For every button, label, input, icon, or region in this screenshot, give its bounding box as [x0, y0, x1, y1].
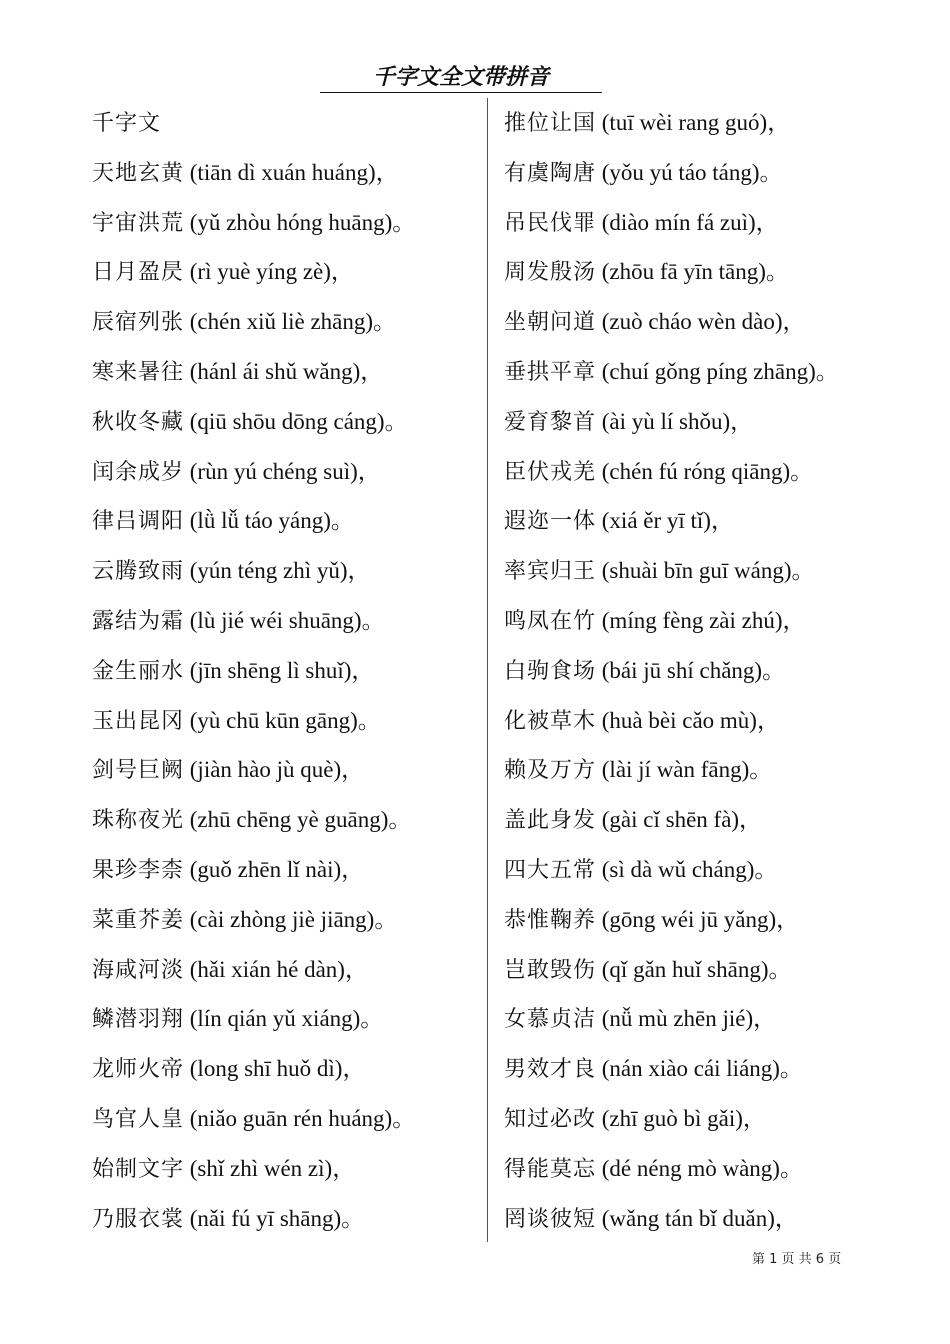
verse-pinyin: (hánl ái shǔ wǎng)， — [184, 358, 384, 384]
verse-pinyin: (chuí gǒng píng zhāng)。 — [596, 358, 839, 384]
verse-pinyin: (yún téng zhì yǔ)， — [184, 558, 371, 584]
verse-line — [92, 795, 482, 845]
verse-pinyin: (gài cǐ shēn fà)， — [596, 807, 763, 833]
verse-hanzi: 鸟官人皇 — [92, 1106, 185, 1132]
verse-line — [504, 795, 924, 845]
verse-pinyin: (diào mín fá zuì)， — [596, 209, 779, 235]
verse-pinyin: (zuò cháo wèn dào)， — [596, 309, 806, 335]
verse-hanzi: 有虞陶唐 — [504, 160, 597, 186]
verse-hanzi: 鸣凤在竹 — [504, 608, 597, 634]
verse-line — [504, 546, 924, 596]
verse-hanzi: 四大五常 — [504, 857, 597, 883]
verse-hanzi: 日月盈昃 — [92, 260, 185, 286]
verse-hanzi: 辰宿列张 — [92, 310, 185, 336]
verse-line — [504, 1194, 924, 1244]
verse-hanzi: 珠称夜光 — [92, 808, 185, 834]
verse-pinyin: (jiàn hào jù què)， — [184, 757, 365, 783]
verse-hanzi: 金生丽水 — [92, 658, 185, 684]
verse-pinyin: (chén fú róng qiāng)。 — [596, 458, 814, 484]
left-column — [92, 98, 482, 1243]
verse-hanzi: 宇宙洪荒 — [92, 210, 185, 236]
verse-pinyin: (lǜ lǚ táo yáng)。 — [184, 508, 354, 534]
verse-pinyin: (míng fèng zài zhú)， — [596, 607, 806, 633]
verse-hanzi: 得能莫忘 — [504, 1156, 597, 1182]
verse-hanzi: 盖此身发 — [504, 808, 597, 834]
verse-hanzi: 女慕贞洁 — [504, 1007, 597, 1033]
verse-pinyin: (rì yuè yíng zè)， — [184, 259, 354, 285]
verse-pinyin: (bái jū shí chǎng)。 — [596, 657, 786, 683]
verse-hanzi: 闰余成岁 — [92, 459, 185, 485]
verse-pinyin: (zhū chēng yè guāng)。 — [184, 807, 412, 833]
verse-pinyin: (niǎo guān rén huáng)。 — [184, 1105, 416, 1131]
verse-hanzi: 白驹食场 — [504, 658, 597, 684]
verse-hanzi: 玉出昆冈 — [92, 708, 185, 734]
verse-line — [92, 247, 482, 297]
verse-hanzi: 罔谈彼短 — [504, 1206, 597, 1232]
column-divider — [487, 98, 488, 1242]
verse-hanzi: 遐迩一体 — [504, 509, 597, 535]
verse-hanzi: 男效才良 — [504, 1057, 597, 1083]
verse-line — [504, 1144, 924, 1194]
verse-line — [504, 347, 924, 397]
verse-line — [92, 496, 482, 546]
verse-pinyin: (chén xiǔ liè zhāng)。 — [184, 309, 397, 335]
verse-pinyin: (rùn yú chéng suì)， — [184, 458, 381, 484]
page-title: 千字文全文带拼音 — [320, 64, 602, 93]
verse-line — [504, 945, 924, 995]
verse-hanzi: 知过必改 — [504, 1106, 597, 1132]
page-number: 第 1 页 共 6 页 — [752, 1252, 842, 1267]
verse-hanzi: 天地玄黄 — [92, 160, 185, 186]
verse-pinyin: (yǔ zhòu hóng huāng)。 — [184, 209, 416, 235]
verse-pinyin: (ài yù lí shǒu)， — [596, 408, 754, 434]
verse-line — [504, 297, 924, 347]
verse-hanzi: 律吕调阳 — [92, 509, 185, 535]
verse-line — [92, 447, 482, 497]
verse-hanzi: 岂敢毁伤 — [504, 957, 597, 983]
verse-pinyin: (yù chū kūn gāng)。 — [184, 707, 381, 733]
verse-hanzi: 果珍李柰 — [92, 857, 185, 883]
verse-line — [92, 745, 482, 795]
verse-pinyin: (hǎi xián hé dàn)， — [184, 956, 368, 982]
verse-pinyin: (sì dà wǔ cháng)。 — [596, 856, 778, 882]
verse-pinyin: (nǚ mù zhēn jié)， — [596, 1006, 777, 1032]
verse-hanzi: 露结为霜 — [92, 608, 185, 634]
verse-hanzi: 推位让国 — [504, 111, 597, 136]
verse-pinyin: (nǎi fú yī shāng)。 — [184, 1205, 365, 1231]
verse-hanzi: 海咸河淡 — [92, 957, 185, 983]
verse-pinyin: (long shī huǒ dì)， — [184, 1056, 366, 1082]
verse-line — [92, 895, 482, 945]
verse-hanzi: 乃服衣裳 — [92, 1206, 185, 1232]
verse-line — [92, 148, 482, 198]
verse-hanzi: 秋收冬藏 — [92, 409, 185, 435]
verse-line — [92, 297, 482, 347]
verse-line — [92, 646, 482, 696]
verse-pinyin: (dé néng mò wàng)。 — [596, 1155, 803, 1181]
verse-pinyin: (yǒu yú táo táng)。 — [596, 159, 783, 185]
verse-pinyin: (shuài bīn guī wáng)。 — [596, 558, 815, 584]
verse-line — [504, 994, 924, 1044]
verse-line — [504, 696, 924, 746]
verse-pinyin: (nán xiào cái liáng)。 — [596, 1056, 803, 1082]
verse-pinyin: (gōng wéi jū yǎng)， — [596, 906, 800, 932]
verse-pinyin: (guǒ zhēn lǐ nài)， — [184, 856, 365, 882]
verse-line — [504, 198, 924, 248]
left-heading — [92, 98, 482, 148]
verse-hanzi: 臣伏戎羌 — [504, 459, 597, 485]
verse-hanzi: 坐朝问道 — [504, 310, 597, 336]
verse-line — [504, 98, 924, 148]
verse-line — [504, 745, 924, 795]
verse-hanzi: 鳞潜羽翔 — [92, 1007, 185, 1033]
verse-pinyin: (lù jié wéi shuāng)。 — [184, 607, 385, 633]
verse-line — [92, 546, 482, 596]
verse-pinyin: (jīn shēng lì shuǐ)， — [184, 657, 375, 683]
verse-line — [92, 1094, 482, 1144]
verse-hanzi: 赖及万方 — [504, 758, 597, 784]
verse-line — [504, 148, 924, 198]
verse-hanzi: 率宾归王 — [504, 559, 597, 585]
verse-pinyin: (huà bèi cǎo mù)， — [596, 707, 780, 733]
verse-line — [504, 1094, 924, 1144]
verse-line — [504, 247, 924, 297]
verse-hanzi: 垂拱平章 — [504, 359, 597, 385]
verse-line — [504, 596, 924, 646]
verse-pinyin: (xiá ěr yī tǐ)， — [596, 508, 734, 534]
verse-pinyin: (qǐ gǎn huǐ shāng)。 — [596, 956, 792, 982]
verse-pinyin: (cài zhòng jiè jiāng)。 — [184, 906, 398, 932]
verse-line — [92, 397, 482, 447]
verse-hanzi: 恭惟鞠养 — [504, 907, 597, 933]
verse-pinyin: (zhī guò bì gǎi)， — [596, 1105, 766, 1131]
verse-line — [92, 347, 482, 397]
verse-line — [92, 596, 482, 646]
verse-line — [504, 1044, 924, 1094]
verse-line — [504, 646, 924, 696]
verse-pinyin: (shǐ zhì wén zì)， — [184, 1155, 356, 1181]
verse-hanzi: 吊民伐罪 — [504, 210, 597, 236]
verse-line — [504, 447, 924, 497]
verse-line — [92, 696, 482, 746]
verse-hanzi: 爱育黎首 — [504, 409, 597, 435]
verse-hanzi: 寒来暑往 — [92, 359, 185, 385]
verse-hanzi: 龙师火帝 — [92, 1057, 185, 1083]
verse-hanzi: 化被草木 — [504, 708, 597, 734]
verse-line — [92, 945, 482, 995]
verse-hanzi: 始制文字 — [92, 1156, 185, 1182]
verse-pinyin: (wǎng tán bǐ duǎn)， — [596, 1205, 798, 1231]
verse-hanzi: 菜重芥姜 — [92, 907, 185, 933]
verse-pinyin: (qiū shōu dōng cáng)。 — [184, 408, 408, 434]
verse-line — [92, 1144, 482, 1194]
heading-text: 千字文 — [92, 111, 162, 136]
verse-pinyin: (lài jí wàn fāng)。 — [596, 757, 773, 783]
verse-pinyin: (tiān dì xuán huáng)， — [184, 159, 399, 185]
verse-hanzi: 周发殷汤 — [504, 260, 597, 286]
right-column — [504, 98, 924, 1243]
verse-line — [504, 895, 924, 945]
verse-pinyin: (tuī wèi rang guó)， — [596, 110, 791, 135]
verse-line — [92, 1044, 482, 1094]
verse-line — [92, 198, 482, 248]
verse-pinyin: (zhōu fā yīn tāng)。 — [596, 259, 789, 285]
verse-line — [92, 994, 482, 1044]
verse-line — [92, 845, 482, 895]
verse-hanzi: 剑号巨阙 — [92, 758, 185, 784]
verse-line — [504, 845, 924, 895]
verse-line — [504, 397, 924, 447]
verse-hanzi: 云腾致雨 — [92, 559, 185, 585]
verse-line — [504, 496, 924, 546]
verse-pinyin: (lín qián yǔ xiáng)。 — [184, 1006, 384, 1032]
verse-line — [92, 1194, 482, 1244]
